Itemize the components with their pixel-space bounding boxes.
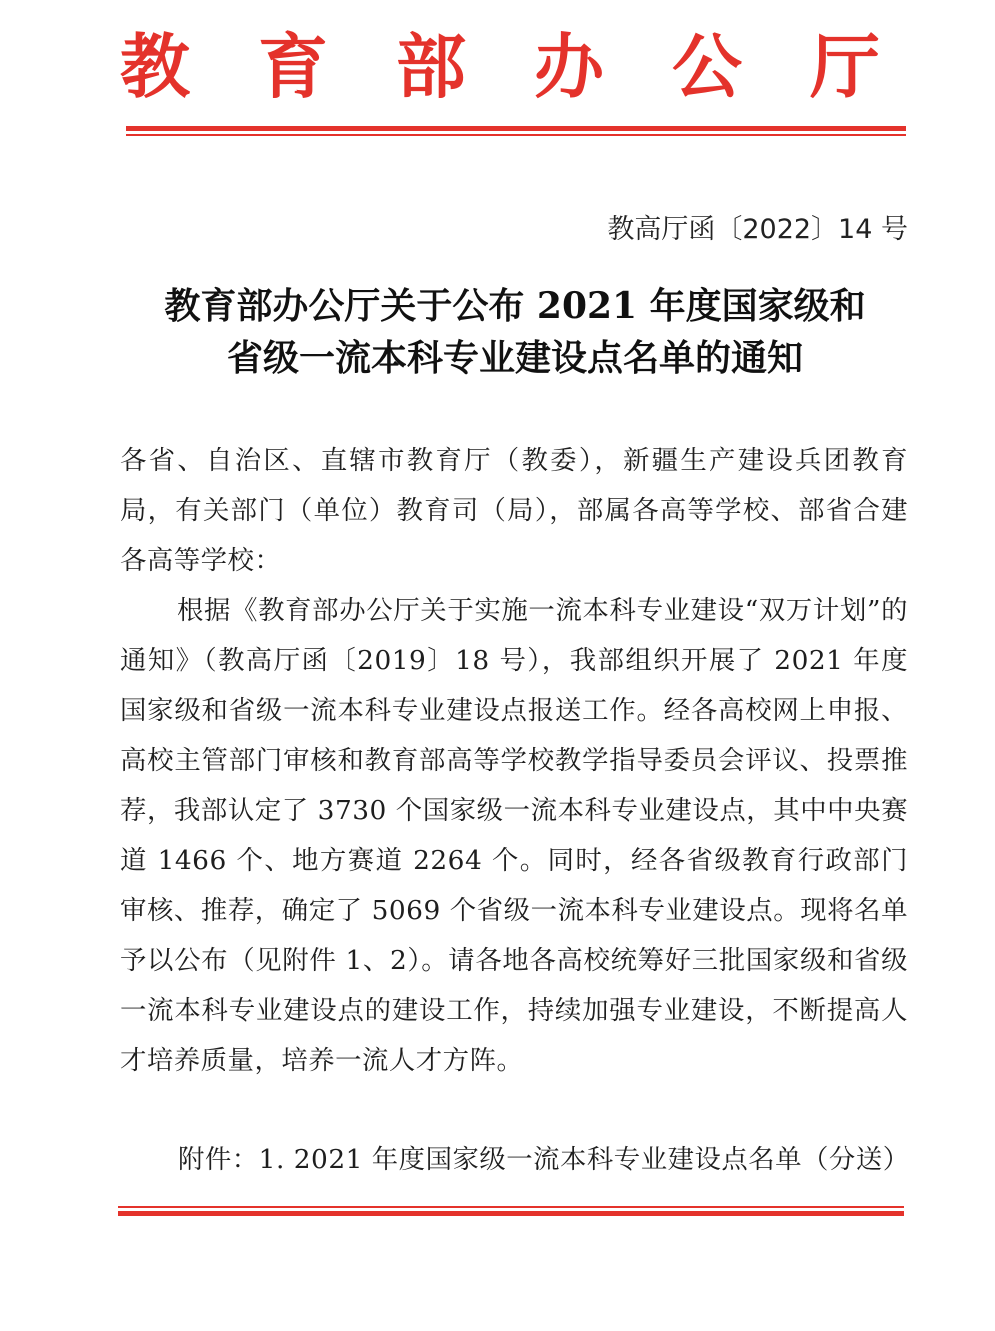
letterhead-char: 部 [396,25,466,108]
letterhead-char: 公 [672,25,742,108]
footer-divider-thin [118,1206,904,1208]
salutation: 各省、自治区、直辖市教育厅（教委），新疆生产建设兵团教育局，有关部门（单位）教育司（局），部属各高等学校、部省合建各高等学校： [120,445,908,576]
letterhead-divider-thin [126,134,906,136]
letterhead-title [120,22,880,112]
document-title-line-1: 教育部办公厅关于公布 2021 年度国家级和 [164,285,866,327]
document-title [120,280,910,384]
body-paragraph: 根据《教育部办公厅关于实施一流本科专业建设“双万计划”的通知》（教高厅函〔2019〕18 号），我部组织开展了 2021 年度国家级和省级一流本科专业建设点报送工作。经各高校网上申报、高校主管部门审核和教育部高等学校教学指导委员会评议、投票推荐，我部认定了 3730 个国家级一流本科专业建设点，其中中央赛道 1466 个、地方赛道 2264 个。同时，经各省级教育行政部门审核、推荐，确定了 5069 个省级一流本科专业建设点。现将名单予以公布（见附件 1、2）。请各地各高校统筹好三批国家级和省级一流本科专业建设点的建设工作，持续加强专业建设，不断提高人才培养质量，培养一流人才方阵。 [120,595,908,1076]
letterhead-char: 办 [534,25,604,108]
footer-divider-thick [118,1211,904,1216]
letterhead-divider-thick [126,126,906,131]
letterhead-char: 教 [120,25,190,108]
letterhead-char: 育 [258,25,328,108]
letterhead-char: 厅 [810,25,880,108]
document-title-line-2: 省级一流本科专业建设点名单的通知 [226,337,803,379]
document-number: 教高厅函〔2022〕14 号 [607,214,908,245]
attachment-line: 附件：1. 2021 年度国家级一流本科专业建设点名单（分送） [178,1144,910,1175]
